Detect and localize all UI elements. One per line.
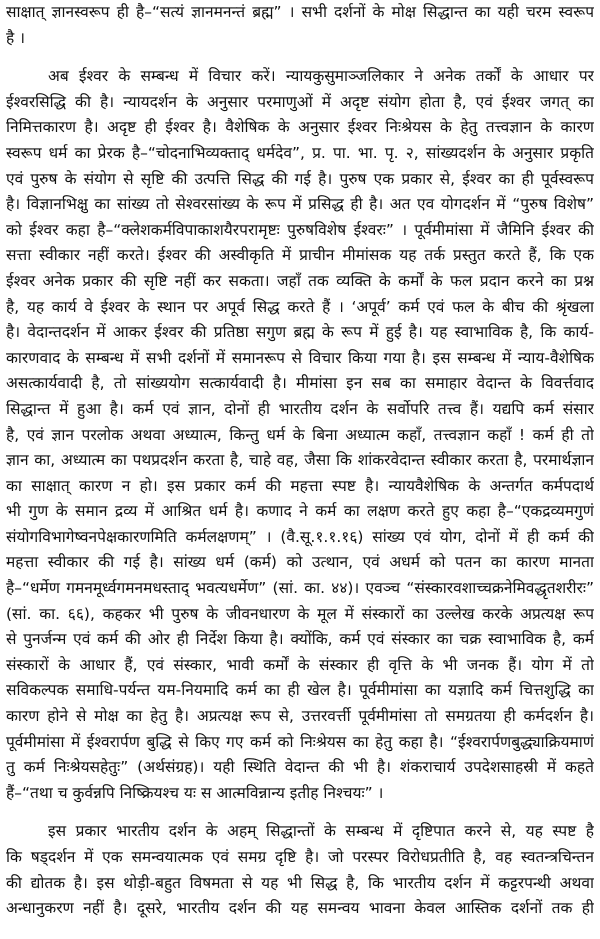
text-line: है। वेदान्तदर्शन में आकर ईश्वर की प्रतिष्ठा सगुण ब्रह्म के रूप में हुई है। यह स्वाभाविक है, कि कार्य- [6,323,594,342]
text-line: का साक्षात् कारण न हो। इस प्रकार कर्म की महत्ता स्पष्ट है। न्यायवैशेषिक के अन्तर्गत कर्मपदार्थ [6,476,594,495]
text-line: कारणवाद के सम्बन्ध में सभी दर्शनों में समानरूप से विचार किया गया है। इस सम्बन्ध में न्याय-वैशेषिक [6,348,594,367]
text-line: भी गुण के समान द्रव्य में आश्रित धर्म है। कणाद ने कर्म का लक्षण करते हुए कहा है–“एकद्रव्यमगुणं [6,502,594,521]
text-line: है, एवं ज्ञान परलोक अथवा अध्यात्म, किन्तु धर्म के बिना अध्यात्म कहाँ, तत्त्वज्ञान कहाँ ! कर्म ही तो [6,425,594,444]
text-line: पूर्वमीमांसा में ईश्वरार्पण बुद्धि से किए गए कर्म को निःश्रेयस का हेतु कहा है। “ईश्वरार्पणबुद्ध्याक्रियमाणं [6,732,594,751]
text-line: है । [6,28,26,47]
text-line: ईश्वर अनेक प्रकार की सृष्टि नहीं कर सकता। जहाँ तक व्यक्ति के कर्मों के फल प्रदान करने का प्रश्न [6,271,594,290]
document-page [6,0,594,922]
text-line: है। विज्ञानभिक्षु का सांख्य तो सेश्वरसांख्य के रूप में प्रसिद्ध ही है। अत एव योगदर्शन में “पुरुष विशेष” [6,195,594,214]
text-line: सत्ता स्वीकार नहीं करते। ईश्वर की अस्वीकृति में प्राचीन मीमांसक यह तर्क प्रस्तुत करते हैं, कि एक [6,246,594,265]
text-line: है–“धर्मेण गमनमूर्ध्वगमनमधस्ताद् भवत्यधर्मेण” (सां. का. ४४)। एवञ्च “संस्कारवशाच्चक्रनेमिवद्धृतशरीरः” [6,579,594,598]
text-line: स्वरूप धर्म का प्रेरक है–“चोदनाभिव्यक्ताद् धर्मदेव”, प्र. पा. भा. पृ. २, सांख्यदर्शन के अनुसार प्रकृति [6,143,594,162]
text-line: हैं–“तथा च कुर्वन्नपि निष्क्रियश्च यः स आत्मविन्नान्य इतीह निश्चयः” । [6,783,384,802]
text-line: महत्ता स्वीकार की गई है। सांख्य धर्म (कर्म) को उत्थान, एवं अधर्म को पतन का कारण मानता [6,553,594,572]
text-line: की द्योतक है। इस थोड़ी-बहुत विषमता से यह भी सिद्ध है, कि भारतीय दर्शन में कट्टरपन्थी अथवा [6,873,594,892]
text-line: संयोगविभागेष्वनपेक्षकारणमिति कर्मलक्षणम्” । (वै.सू.१.१.१६) सांख्य एवं योग, दोनों में ही कर्म की [6,527,594,546]
text-line: है, यह कार्य वे ईश्वर के स्थान पर अपूर्व सिद्ध करते हैं । ‘अपूर्व’ कर्म एवं फल के बीच की श्रृंखला [6,297,594,316]
text-line: को ईश्वर कहा है–“क्लेशकर्मविपाकाशयैरपरामृष्टः पुरुषविशेष ईश्वरः” । पूर्वमीमांसा में जैमिनि ईश्वर की [6,220,594,239]
paragraph-moksha-conclusion [6,0,594,51]
text-line: तु कर्म निःश्रेयसहेतुः” (अर्थसंग्रह)। यही स्थिति वेदान्त की भी है। शंकराचार्य उपदेशसाहस्री में कहते [6,758,594,777]
text-line: ज्ञान का, अध्यात्म का पथप्रदर्शन करता है, चाहे वह, जैसा कि शांकरवेदान्त स्वीकार करता है, परमार्थज्ञान [6,451,594,470]
text-line: कि षड्दर्शन में एक समन्वयात्मक एवं समग्र दृष्टि है। जो परस्पर विरोधप्रतीति है, वह स्वतन्त्रचिन्तन [6,848,594,866]
text-line: संस्कारों के आधार हैं, एवं संस्कार, भावी कर्मों के संस्कार ही वृत्ति के भी जनक हैं। योग में तो [6,655,594,674]
text-line: निमित्तकारण है। अदृष्ट ही ईश्वर है। वैशेषिक के अनुसार ईश्वर निःश्रेयस के हेतु तत्त्वज्ञान के कारण [6,118,594,137]
text-line: (सां. का. ६६), कहकर भी पुरुष के जीवनधारण के मूल में संस्कारों का उल्लेख करके अप्रत्यक्ष रूप [6,604,594,623]
text-line: अब ईश्वर के सम्बन्ध में विचार करें। न्यायकुसुमाञ्जलिकार ने अनेक तर्कों के आधार पर [48,67,594,86]
text-line: इस प्रकार भारतीय दर्शन के अहम् सिद्धान्तों के सम्बन्ध में दृष्टिपात करने से, यह स्पष्ट है [48,822,594,841]
paragraph-synthesis [6,819,594,921]
text-line: साक्षात् ज्ञानस्वरूप ही है–“सत्यं ज्ञानमनन्तं ब्रह्म” । सभी दर्शनों के मोक्ष सिद्धान्त का यही चरम स्वरूप [6,3,594,21]
text-line: से पुनर्जन्म एवं कर्म की ओर ही निर्देश किया है। क्योंकि, कर्म एवं संस्कार का चक्र स्वाभाविक है, कर्म [6,630,594,649]
text-line: सविकल्पक समाधि-पर्यन्त यम-नियमादि कर्म का ही खेल है। पूर्वमीमांसा का यज्ञादि कर्म चित्तशुद्धि का [6,681,594,700]
text-line: एवं पुरुष के संयोग से सृष्टि की उत्पत्ति सिद्ध की गई है। पुरुष एक प्रकार से, ईश्वर का ही पूर्वस्वरूप [6,169,594,188]
paragraph-ishvara-and-karma [6,64,594,806]
text-line: ईश्वरसिद्धि की है। न्यायदर्शन के अनुसार परमाणुओं में अदृष्ट संयोग होता है, एवं ईश्वर जगत् का [6,92,594,111]
text-line: असत्कार्यवादी है, तो सांख्ययोग सत्कार्यवादी है। मीमांसा इन सब का समाहार वेदान्त के विवर्त्तवाद [6,374,594,393]
text-line: अन्धानुकरण नहीं है। दूसरे, भारतीय दर्शन की यह समन्वय भावना केवल आस्तिक दर्शनों तक ही [6,899,594,918]
text-line: कारण होने से मोक्ष का हेतु है। अप्रत्यक्ष रूप से, उत्तरवर्त्ती पूर्वमीमांसा तो समग्रतया ही कर्मदर्शन है। [6,707,594,726]
text-line: सिद्धान्त में हुआ है। कर्म एवं ज्ञान, दोनों ही भारतीय दर्शन के सर्वोपरि तत्त्व हैं। यद्यपि कर्म संसार [6,399,594,418]
